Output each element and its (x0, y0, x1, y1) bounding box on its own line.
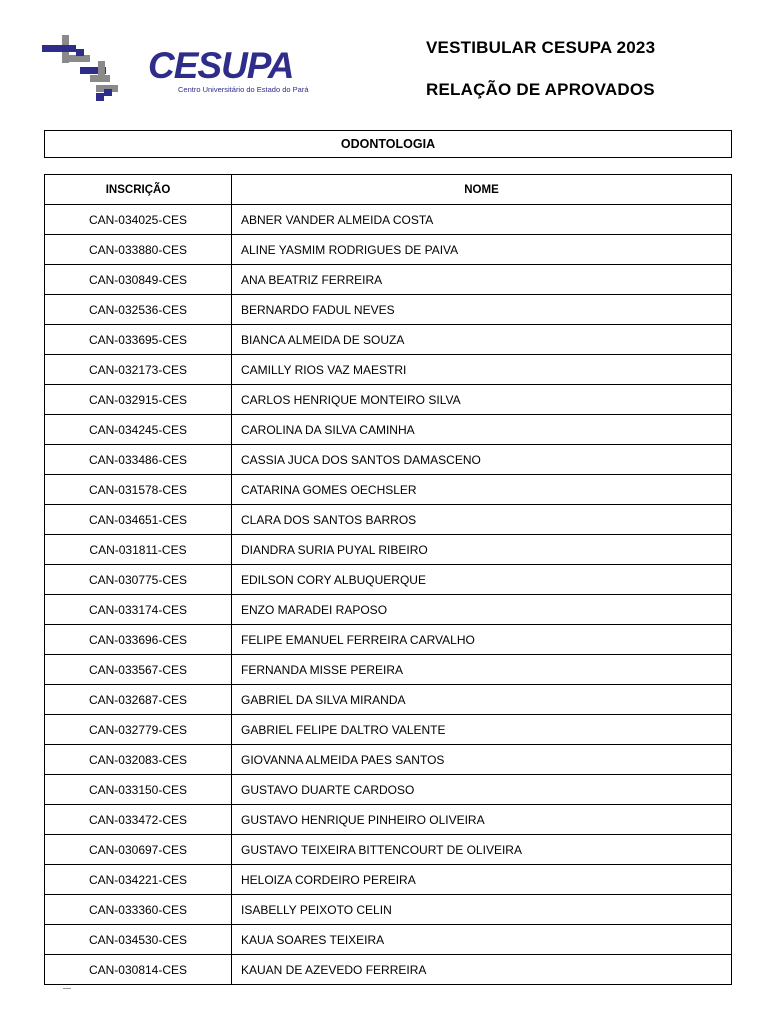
nome-cell: ANA BEATRIZ FERREIRA (232, 265, 732, 295)
logo-wordmark: CESUPA (148, 45, 294, 86)
inscricao-cell: CAN-032915-CES (45, 385, 232, 415)
inscricao-cell: CAN-030775-CES (45, 565, 232, 595)
nome-cell: EDILSON CORY ALBUQUERQUE (232, 565, 732, 595)
inscricao-cell: CAN-032779-CES (45, 715, 232, 745)
nome-cell: GUSTAVO TEIXEIRA BITTENCOURT DE OLIVEIRA (232, 835, 732, 865)
nome-cell: BERNARDO FADUL NEVES (232, 295, 732, 325)
table-row (45, 955, 732, 985)
nome-cell: FELIPE EMANUEL FERREIRA CARVALHO (232, 625, 732, 655)
page-title: VESTIBULAR CESUPA 2023 (426, 38, 656, 57)
nome-cell: GUSTAVO DUARTE CARDOSO (232, 775, 732, 805)
table-row (45, 385, 732, 415)
table-row (45, 685, 732, 715)
inscricao-cell: CAN-032173-CES (45, 355, 232, 385)
table-row (45, 295, 732, 325)
cesupa-logo-icon (42, 33, 152, 105)
nome-cell: ALINE YASMIM RODRIGUES DE PAIVA (232, 235, 732, 265)
nome-cell: ENZO MARADEI RAPOSO (232, 595, 732, 625)
table-row (45, 205, 732, 235)
column-header-inscricao: INSCRIÇÃO (45, 175, 232, 205)
inscricao-cell: CAN-030849-CES (45, 265, 232, 295)
cesupa-logo (42, 33, 309, 105)
inscricao-cell: CAN-034025-CES (45, 205, 232, 235)
inscricao-cell: CAN-030697-CES (45, 835, 232, 865)
table-row (45, 655, 732, 685)
inscricao-cell: CAN-033567-CES (45, 655, 232, 685)
table-row (45, 745, 732, 775)
table-row (45, 835, 732, 865)
nome-cell: CATARINA GOMES OECHSLER (232, 475, 732, 505)
inscricao-cell: CAN-033695-CES (45, 325, 232, 355)
table-row (45, 415, 732, 445)
table-row (45, 895, 732, 925)
nome-cell: GABRIEL DA SILVA MIRANDA (232, 685, 732, 715)
inscricao-cell: CAN-033486-CES (45, 445, 232, 475)
course-heading (44, 130, 732, 158)
table-row (45, 565, 732, 595)
nome-cell: HELOIZA CORDEIRO PEREIRA (232, 865, 732, 895)
nome-cell: CAMILLY RIOS VAZ MAESTRI (232, 355, 732, 385)
table-header-row (45, 175, 732, 205)
table-row (45, 535, 732, 565)
nome-cell: CARLOS HENRIQUE MONTEIRO SILVA (232, 385, 732, 415)
inscricao-cell: CAN-034245-CES (45, 415, 232, 445)
table-row (45, 775, 732, 805)
table-body (45, 205, 732, 985)
footer-mark (63, 988, 71, 989)
nome-cell: GUSTAVO HENRIQUE PINHEIRO OLIVEIRA (232, 805, 732, 835)
inscricao-cell: CAN-031811-CES (45, 535, 232, 565)
nome-cell: GIOVANNA ALMEIDA PAES SANTOS (232, 745, 732, 775)
logo-subtitle: Centro Universitário do Estado do Pará (178, 85, 309, 94)
nome-cell: GABRIEL FELIPE DALTRO VALENTE (232, 715, 732, 745)
table-row (45, 595, 732, 625)
table-row (45, 355, 732, 385)
inscricao-cell: CAN-033472-CES (45, 805, 232, 835)
table-row (45, 805, 732, 835)
nome-cell: ISABELLY PEIXOTO CELIN (232, 895, 732, 925)
table-row (45, 715, 732, 745)
inscricao-cell: CAN-030814-CES (45, 955, 232, 985)
column-header-nome: NOME (232, 175, 732, 205)
inscricao-cell: CAN-034221-CES (45, 865, 232, 895)
inscricao-cell: CAN-033696-CES (45, 625, 232, 655)
nome-cell: KAUAN DE AZEVEDO FERREIRA (232, 955, 732, 985)
inscricao-cell: CAN-033880-CES (45, 235, 232, 265)
inscricao-cell: CAN-032687-CES (45, 685, 232, 715)
nome-cell: FERNANDA MISSE PEREIRA (232, 655, 732, 685)
inscricao-cell: CAN-032536-CES (45, 295, 232, 325)
inscricao-cell: CAN-033360-CES (45, 895, 232, 925)
nome-cell: KAUA SOARES TEIXEIRA (232, 925, 732, 955)
nome-cell: CLARA DOS SANTOS BARROS (232, 505, 732, 535)
table-row (45, 235, 732, 265)
course-name: ODONTOLOGIA (340, 137, 436, 151)
inscricao-cell: CAN-033150-CES (45, 775, 232, 805)
table-row (45, 265, 732, 295)
inscricao-cell: CAN-033174-CES (45, 595, 232, 625)
inscricao-cell: CAN-031578-CES (45, 475, 232, 505)
table-row (45, 925, 732, 955)
inscricao-cell: CAN-034530-CES (45, 925, 232, 955)
page-subtitle: RELAÇÃO DE APROVADOS (426, 80, 655, 99)
inscricao-cell: CAN-034651-CES (45, 505, 232, 535)
nome-cell: ABNER VANDER ALMEIDA COSTA (232, 205, 732, 235)
table-row (45, 325, 732, 355)
table-row (45, 475, 732, 505)
table-row (45, 445, 732, 475)
table-row (45, 625, 732, 655)
table-row (45, 865, 732, 895)
inscricao-cell: CAN-032083-CES (45, 745, 232, 775)
nome-cell: BIANCA ALMEIDA DE SOUZA (232, 325, 732, 355)
nome-cell: CASSIA JUCA DOS SANTOS DAMASCENO (232, 445, 732, 475)
table-row (45, 505, 732, 535)
approved-table (44, 174, 732, 985)
nome-cell: DIANDRA SURIA PUYAL RIBEIRO (232, 535, 732, 565)
nome-cell: CAROLINA DA SILVA CAMINHA (232, 415, 732, 445)
